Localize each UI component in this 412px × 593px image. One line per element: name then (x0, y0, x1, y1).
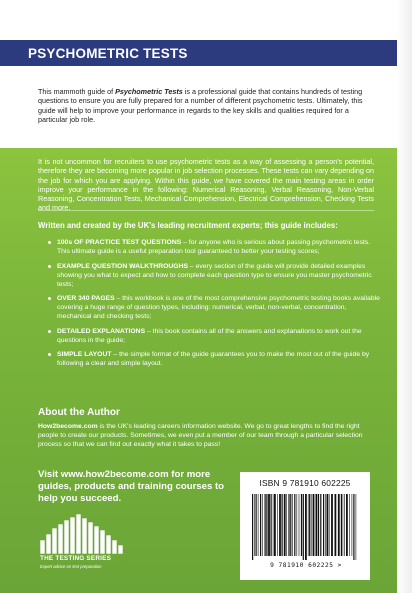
barcode-digits: 9 781910 602225 > (270, 562, 342, 569)
about-heading: About the Author (38, 407, 120, 418)
feature-text: – every section of the guide will provide detailed examples showing you what to expect and how to complete each question type to ensure you master psychometric tests; (57, 262, 372, 288)
barcode-bar (265, 494, 266, 556)
barcode-bar (327, 494, 329, 556)
logo-tagline: Expert advice on test preparation (40, 564, 102, 569)
feature-text: – this workbook is one of the most comprehensive psychometric testing books available covering a huge range of question types, including: numerical, verbal, non-verbal, concentration, mechanical and checking tests; (57, 295, 380, 321)
barcode-bar (338, 494, 340, 556)
barcode-bar (254, 494, 255, 556)
barcode-bar (316, 494, 318, 556)
intro-paragraph (38, 87, 374, 125)
barcode-bar (346, 494, 348, 556)
description-paragraph: It is not uncommon for recruiters to use psychometric tests as a way of assessing a person's potential, therefore they are becoming more popular in job selection processes. These tests can vary depending on the job for which you are applying. Within this guide, we have covered the main testing areas in order improve your performance in the following: Numerical Reasoning, Verbal Reasoning, Non-Verbal Reasoning, Concentration Tests, Mechanical Comprehension, Electrical Comprehension, Checking Tests and more. (38, 157, 374, 213)
feature-title: SIMPLE LAYOUT (57, 351, 112, 359)
barcode-bar (299, 494, 300, 556)
about-site: How2become.com (38, 423, 98, 430)
barcode-bar (305, 494, 307, 560)
logo-bars-icon (40, 514, 138, 554)
isbn-label: ISBN 9 781910 602225 (259, 478, 351, 488)
title-bar (0, 40, 397, 66)
spine-edge (397, 0, 412, 593)
intro-text-after: is a professional guide that contains hundreds of testing questions to ensure you are fully prepared for a number of different psychometric tests. Ultimately, this guide will help to improve your performance in regards to the key skills and qualities required for a particular job role. (38, 87, 363, 125)
bullet-icon (48, 353, 51, 356)
barcode-bar (344, 494, 345, 556)
feature-item (48, 294, 380, 321)
feature-item (48, 350, 380, 368)
barcode-bar (260, 494, 261, 556)
feature-item (48, 327, 380, 345)
barcode-bar (309, 494, 310, 556)
barcode-bar (284, 494, 286, 556)
barcode-bar (256, 494, 257, 556)
barcode-bar (271, 494, 272, 556)
barcode-bar (290, 494, 291, 556)
bullet-icon (48, 297, 51, 300)
bullet-icon (48, 241, 51, 244)
barcode-bar (356, 494, 357, 560)
feature-title: OVER 340 PAGES (57, 295, 115, 303)
barcode-bar (331, 494, 333, 556)
feature-text: – this book contains all of the answers and explanations to work out the questions in the guide; (57, 327, 362, 344)
barcode-icon (250, 494, 360, 560)
includes-heading: Written and created by the UK's leading recruitment experts; this guide includes: (38, 221, 338, 230)
testing-series-logo (40, 514, 138, 576)
barcode-bar (288, 494, 289, 556)
barcode-bar (252, 494, 253, 560)
barcode-bar (258, 494, 259, 556)
barcode-bar (329, 494, 330, 556)
feature-list (48, 238, 380, 374)
logo-title: THE TESTING SERIES (40, 555, 112, 562)
barcode-bar (349, 494, 350, 556)
barcode-bar (268, 494, 270, 556)
bullet-icon (48, 265, 51, 268)
barcode-bar (297, 494, 298, 556)
barcode-bar (335, 494, 337, 556)
barcode-bar (311, 494, 312, 556)
barcode-bar (308, 494, 309, 556)
barcode-bar (292, 494, 293, 556)
intro-emphasis: Psychometric Tests (115, 87, 183, 96)
intro-text-before: This mammoth guide of (38, 87, 116, 96)
barcode-bar (273, 494, 274, 556)
barcode-bar (282, 494, 283, 556)
barcode-bar (320, 494, 321, 556)
about-text: is the UK's leading careers information website. We go to great lengths to find the right people to create our products. Sometimes, we even put a member of our team through a particular selection process so that we can find out exactly what it takes to pass! (38, 423, 363, 448)
feature-item (48, 238, 380, 256)
barcode-bar (343, 494, 344, 556)
barcode-bar (277, 494, 278, 556)
isbn-box (240, 472, 370, 580)
feature-item (48, 262, 380, 289)
barcode-bar (279, 494, 281, 556)
feature-title: 100s OF PRACTICE TEST QUESTIONS (57, 239, 182, 246)
feature-title: EXAMPLE QUESTION WALKTHROUGHS (57, 262, 189, 270)
barcode-bar (325, 494, 326, 556)
barcode-bar (303, 494, 304, 560)
feature-title: DETAILED EXPLANATIONS (57, 327, 146, 335)
feature-text: – the simple format of the guide guarantees you to make the most out of the guide by following a clear and simple layout. (57, 351, 370, 368)
barcode-bar (266, 494, 267, 556)
barcode-bar (262, 494, 263, 556)
about-paragraph (38, 422, 378, 449)
barcode-bar (323, 494, 324, 556)
barcode-bar (274, 494, 276, 556)
barcode-bar (301, 494, 302, 556)
visit-website-text: Visit www.how2become.com for more guides, products and training courses to help you succeed. (38, 469, 225, 504)
cover-title: PSYCHOMETRIC TESTS (28, 46, 188, 61)
barcode-bar (353, 494, 354, 560)
barcode-bar (286, 494, 287, 556)
section-divider (38, 210, 374, 211)
bullet-icon (48, 330, 51, 333)
barcode-bar (313, 494, 315, 556)
barcode-bar (294, 494, 295, 556)
feature-text: – for anyone who is serious about passing psychometric tests. This ultimate guide is a useful preparation tool guaranteed to better your testing scores; (57, 239, 371, 255)
barcode-bar (341, 494, 342, 556)
barcode-bar (352, 494, 353, 556)
barcode-bar (318, 494, 319, 556)
